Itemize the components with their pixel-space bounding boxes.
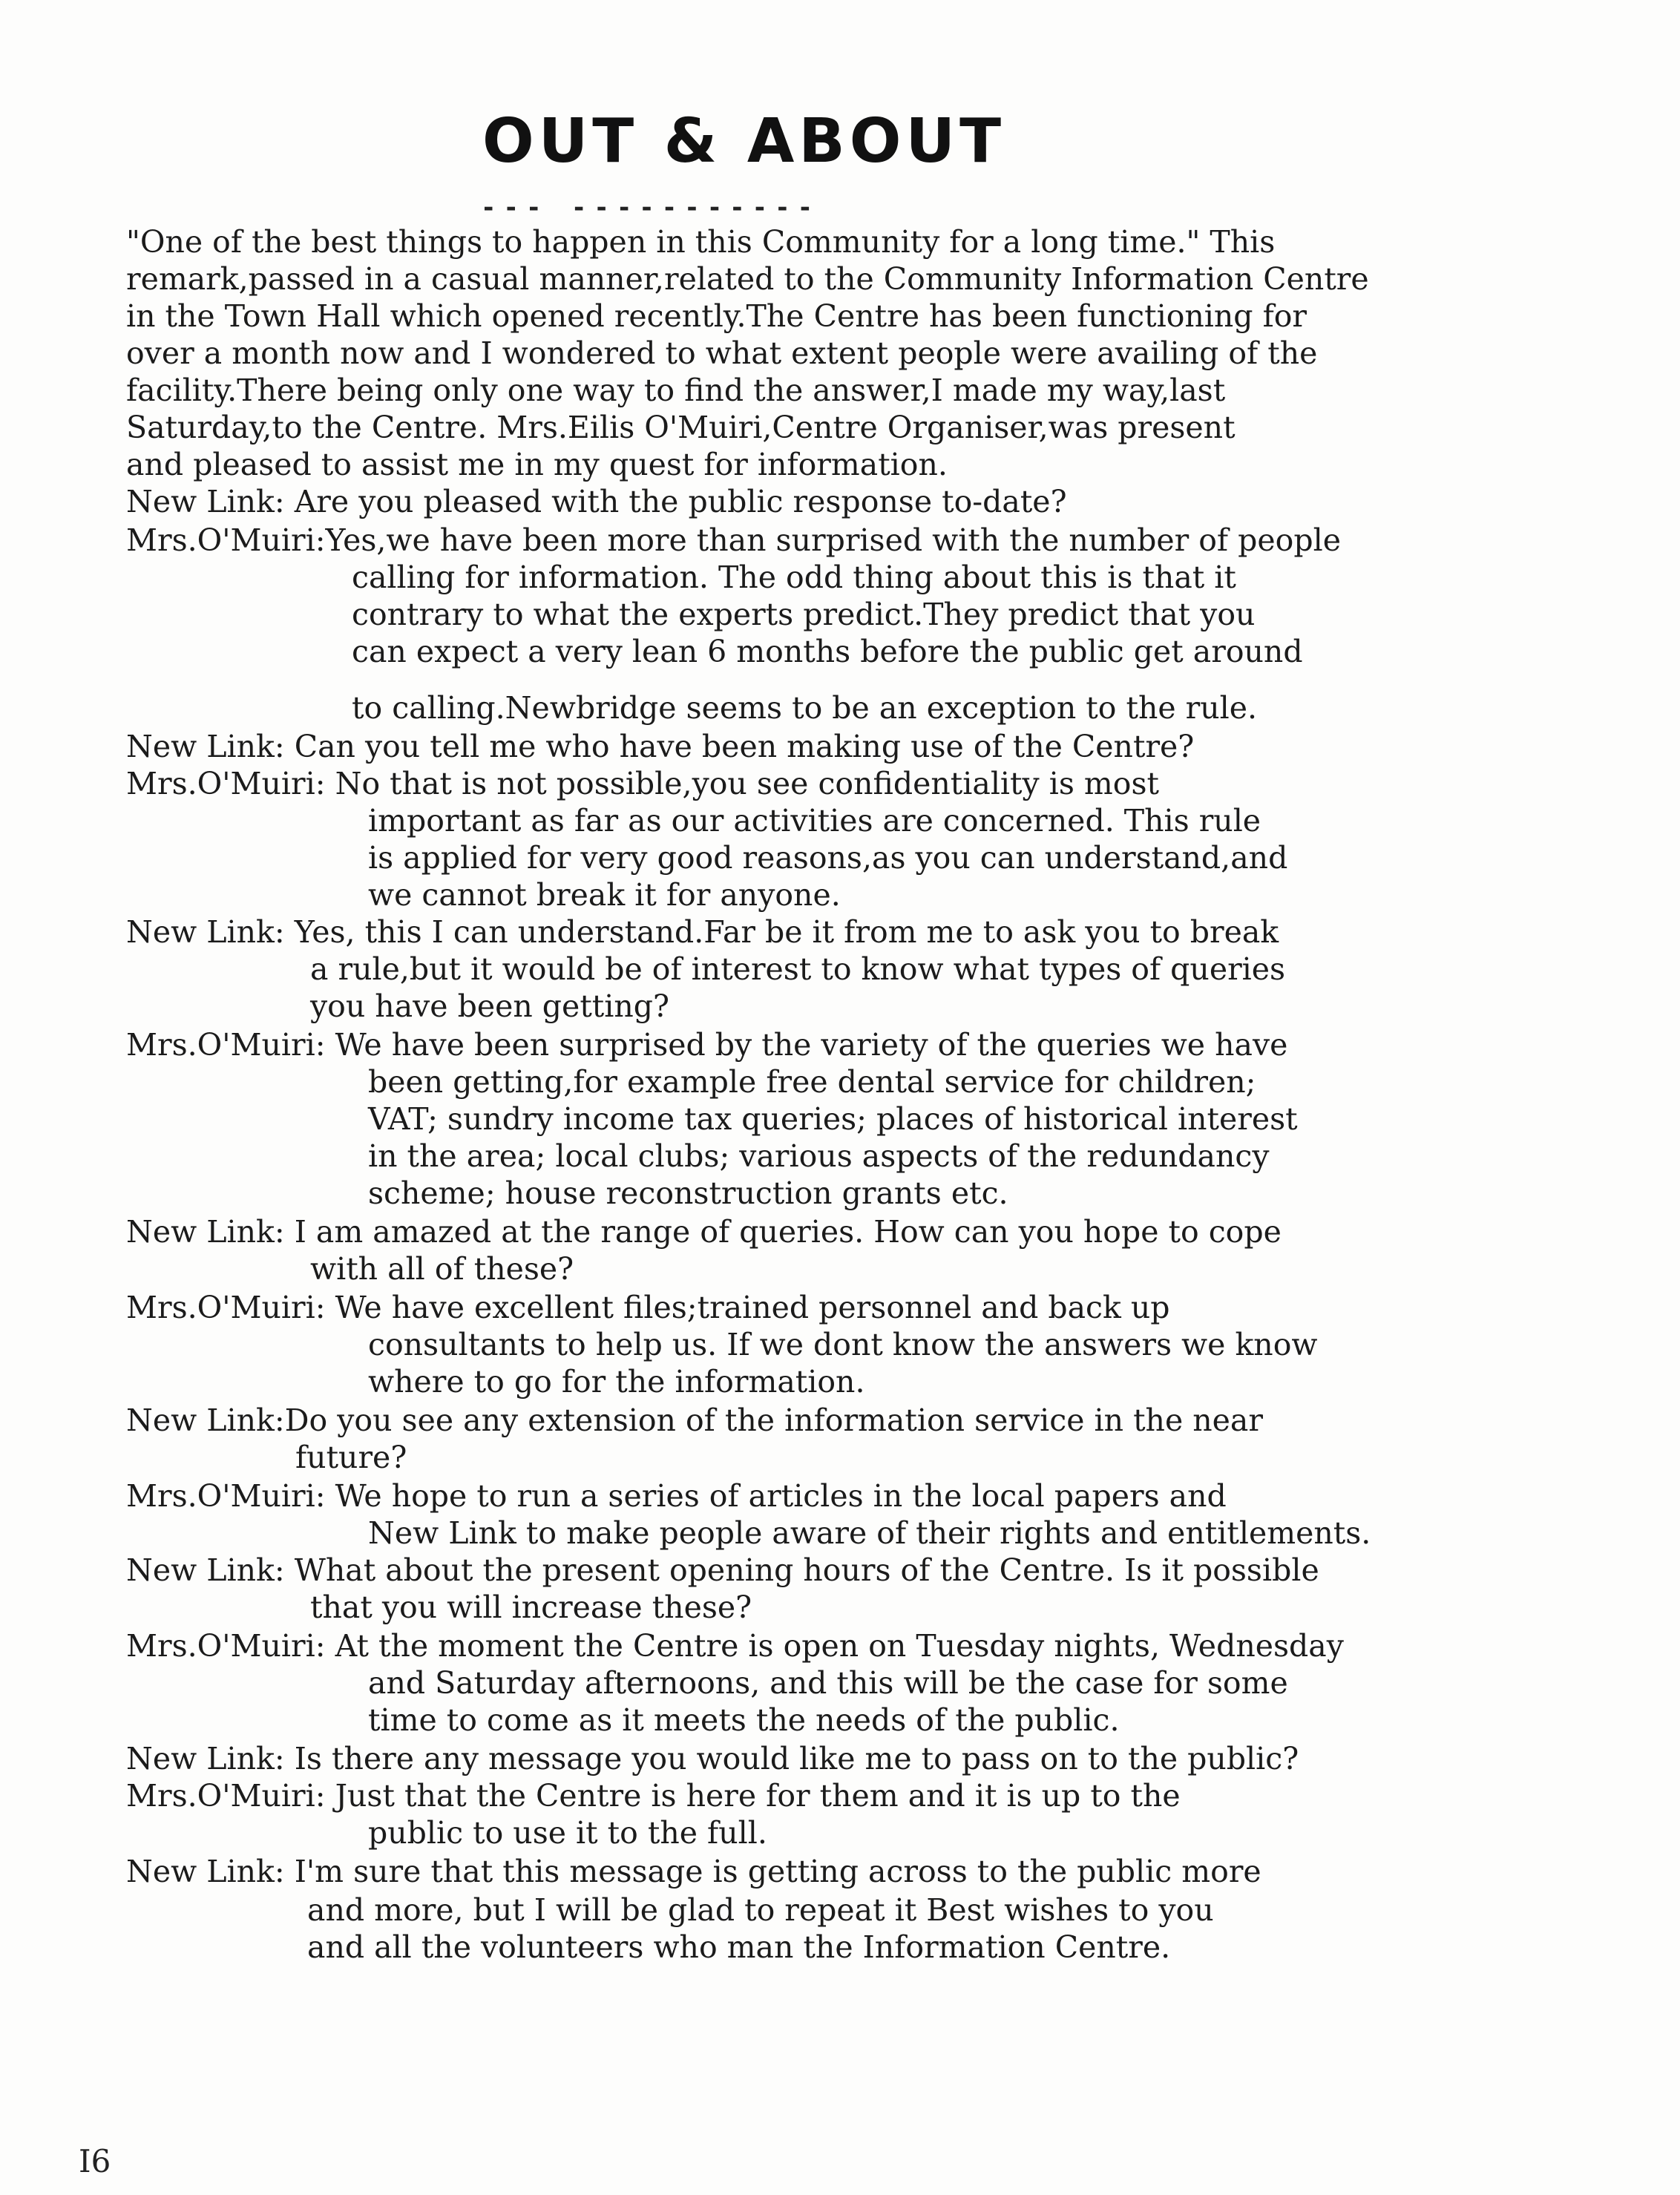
article-title: OUT & ABOUT	[482, 106, 1006, 177]
respondent-line: is applied for very good reasons,as you can understand,and	[368, 840, 1288, 876]
respondent-line: important as far as our activities are concerned. This rule	[368, 803, 1261, 839]
respondent-line: Mrs.O'Muiri: We hope to run a series of articles in the local papers and	[126, 1478, 1227, 1514]
interviewer-line: New Link: I'm sure that this message is getting across to the public more	[126, 1854, 1261, 1889]
page-number: I6	[79, 2143, 111, 2179]
respondent-line: where to go for the information.	[368, 1364, 865, 1400]
respondent-line: Mrs.O'Muiri: At the moment the Centre is open on Tuesday nights, Wednesday	[126, 1628, 1344, 1664]
respondent-line: and Saturday afternoons, and this will be the case for some	[368, 1665, 1288, 1701]
respondent-line: consultants to help us. If we dont know the answers we know	[368, 1327, 1318, 1362]
body-line: Saturday,to the Centre. Mrs.Eilis O'Muiri,Centre Organiser,was present	[126, 410, 1236, 445]
title-underline: --- -----------	[481, 193, 821, 223]
interviewer-line: New Link: I am amazed at the range of queries. How can you hope to cope	[126, 1214, 1282, 1250]
interviewer-line: future?	[295, 1440, 407, 1475]
respondent-line: contrary to what the experts predict.They predict that you	[352, 597, 1256, 632]
interviewer-line: New Link: What about the present opening hours of the Centre. Is it possible	[126, 1552, 1319, 1588]
respondent-line: VAT; sundry income tax queries; places of historical interest	[368, 1101, 1298, 1137]
body-line: in the Town Hall which opened recently.The Centre has been functioning for	[126, 298, 1307, 334]
body-line: over a month now and I wondered to what extent people were availing of the	[126, 335, 1318, 371]
respondent-line: time to come as it meets the needs of the public.	[368, 1702, 1120, 1738]
respondent-line: Mrs.O'Muiri:Yes,we have been more than surprised with the number of people	[126, 522, 1341, 558]
interviewer-line: New Link: Are you pleased with the public response to-date?	[126, 484, 1067, 519]
interviewer-line: and all the volunteers who man the Information Centre.	[307, 1929, 1171, 1965]
body-line: facility.There being only one way to find the answer,I made my way,last	[126, 373, 1226, 408]
respondent-line: we cannot break it for anyone.	[368, 877, 841, 913]
respondent-line: been getting,for example free dental service for children;	[368, 1064, 1256, 1100]
respondent-line: scheme; house reconstruction grants etc.	[368, 1175, 1008, 1211]
interviewer-line: that you will increase these?	[310, 1589, 752, 1625]
interviewer-line: New Link: Is there any message you would like me to pass on to the public?	[126, 1741, 1299, 1776]
interviewer-line: New Link: Can you tell me who have been making use of the Centre?	[126, 729, 1195, 764]
interviewer-line: with all of these?	[310, 1251, 574, 1287]
interviewer-line: you have been getting?	[310, 988, 670, 1024]
respondent-line: public to use it to the full.	[368, 1815, 767, 1851]
respondent-line: Mrs.O'Muiri: We have been surprised by the variety of the queries we have	[126, 1027, 1288, 1063]
interviewer-line: New Link: Yes, this I can understand.Far be it from me to ask you to break	[126, 914, 1279, 950]
body-line: remark,passed in a casual manner,related to the Community Information Centre	[126, 261, 1369, 297]
interviewer-line: New Link:Do you see any extension of the information service in the near	[126, 1402, 1263, 1438]
respondent-line: New Link to make people aware of their rights and entitlements.	[368, 1515, 1371, 1551]
respondent-line: Mrs.O'Muiri: We have excellent files;trained personnel and back up	[126, 1290, 1170, 1325]
interviewer-line: a rule,but it would be of interest to know what types of queries	[310, 951, 1286, 987]
respondent-line: Mrs.O'Muiri: Just that the Centre is here for them and it is up to the	[126, 1778, 1181, 1814]
interviewer-line: and more, but I will be glad to repeat it Best wishes to you	[307, 1892, 1214, 1928]
respondent-line: in the area; local clubs; various aspects of the redundancy	[368, 1138, 1270, 1174]
respondent-line: can expect a very lean 6 months before the public get around	[352, 634, 1303, 669]
respondent-line: calling for information. The odd thing about this is that it	[352, 560, 1236, 595]
respondent-line: Mrs.O'Muiri: No that is not possible,you see confidentiality is most	[126, 766, 1159, 801]
respondent-line: to calling.Newbridge seems to be an exception to the rule.	[352, 690, 1258, 726]
body-line: and pleased to assist me in my quest for information.	[126, 447, 948, 482]
body-line: "One of the best things to happen in this Community for a long time." This	[126, 224, 1276, 260]
